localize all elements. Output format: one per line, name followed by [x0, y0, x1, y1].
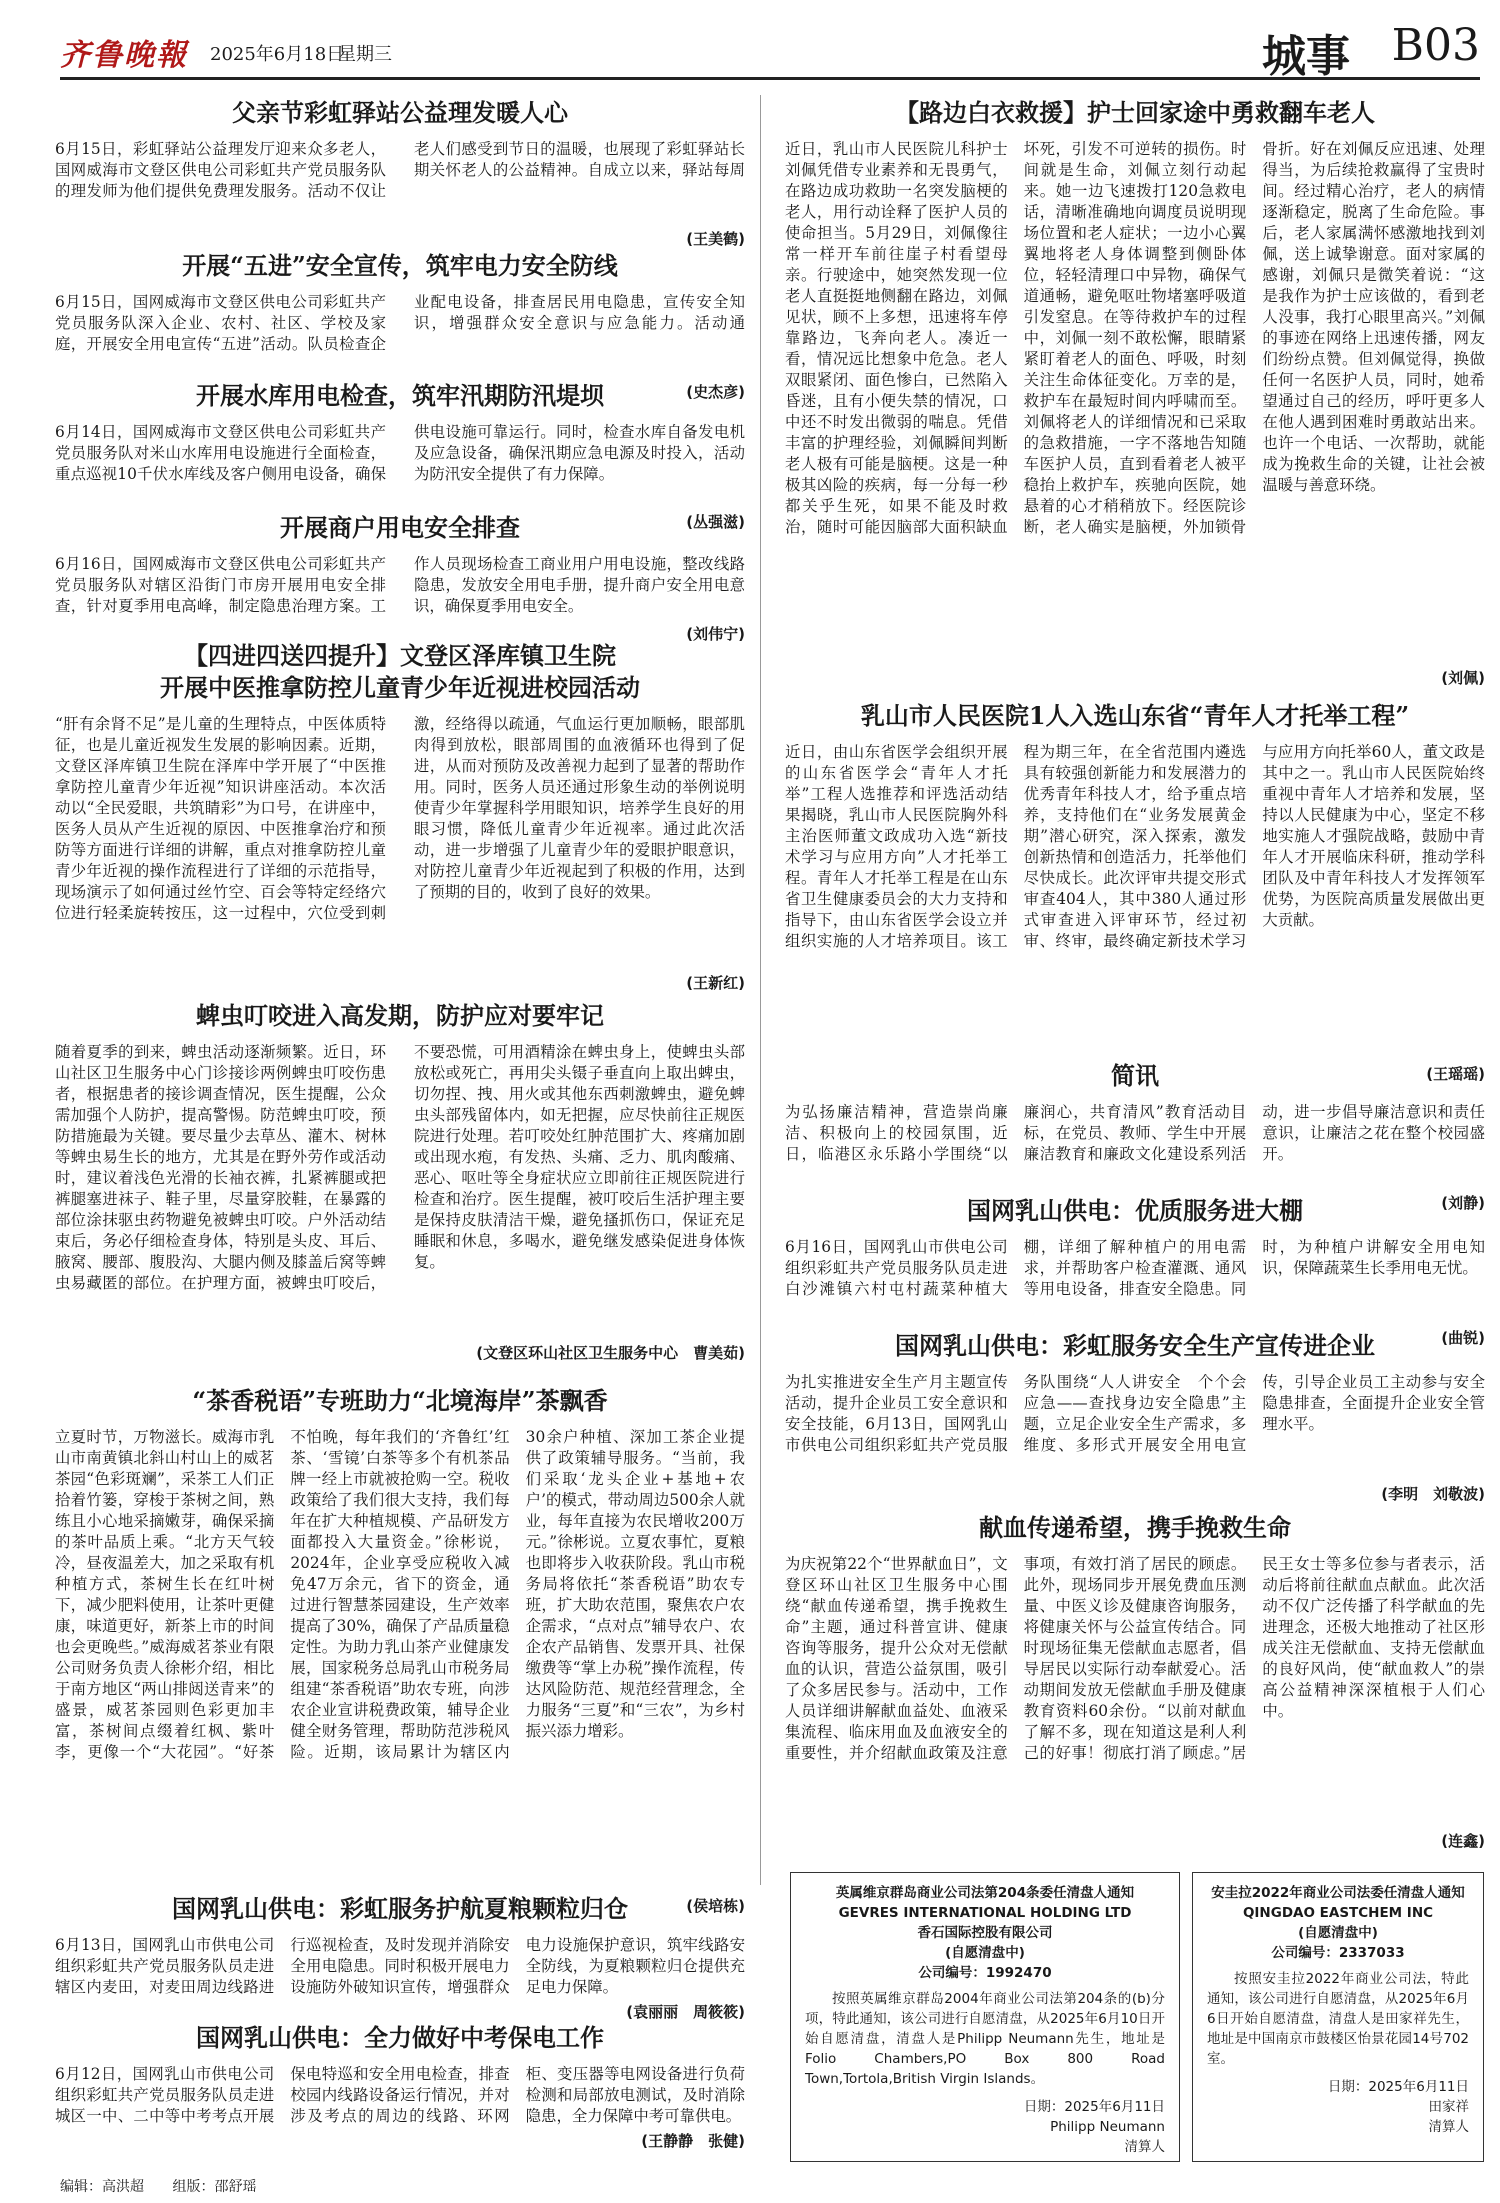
notice-signer: Philipp Neumann [1050, 2119, 1165, 2135]
liquidation-notice-eastchem [1192, 1872, 1484, 2162]
notice-signer: 田家祥 [1428, 2099, 1469, 2115]
headline: 父亲节彩虹驿站公益理发暖人心 [232, 98, 568, 127]
article-body: 6月12日，国网乳山市供电公司组织彩虹共产党员服务队员走进城区一中、二中等中考考点开展保电特巡和安全用电检查，排查校园内线路设备运行情况，并对涉及考点的周边的线路、环网柜、变压器等电网设备进行负荷检测和局部放电测试，及时消除隐患，全力保障中考可靠供电。 [55, 2065, 745, 2125]
headline: 献血传递希望，携手挽救生命 [979, 1513, 1291, 1542]
headline: 国网乳山供电：优质服务进大棚 [967, 1196, 1303, 1225]
article-tick-bites [55, 1000, 745, 1363]
article-body: 为庆祝第22个“世界献血日”，文登区环山社区卫生服务中心围绕“献血传递希望，携手挽救生命”主题，通过科普宣讲、健康咨询等服务，提升公众对无偿献血的认识，营造公益氛围，吸引了众多居民参与。活动中，工作人员详细讲解献血益处、血液采集流程、临床用血及血液安全的重要性，并介绍献血政策及注意事项，有效打消了居民的顾虑。此外，现场同步开展免费血压测量、中医义诊及健康咨询服务，将健康关怀与公益宣传结合。同时现场征集无偿献血志愿者，倡导居民以实际行动奉献爱心。活动期间发放无偿献血手册及健康教育资料60余份。“以前对献血了解不多，现在知道这是利人利己的好事！彻底打消了顾虑。”居民王女士等多位参与者表示，活动后将前往献血点献血。此次活动不仅广泛传播了科学献血的先进理念，还极大地推动了社区形成关注无偿献血、支持无偿献血的良好风尚，使“献血救人”的崇高公益精神深深植根于人们心中。 [785, 1555, 1485, 1762]
article-body: 为弘扬廉洁精神，营造崇尚廉洁、积极向上的校园氛围，近日，临港区永乐路小学围绕“以廉润心，共育清风”教育活动目标，在党员、教师、学生中开展廉洁教育和廉政文化建设系列活动，进一步倡导廉洁意识和责任意识，让廉洁之花在整个校园盛开。 [785, 1103, 1485, 1163]
article-rainbow-haircut [55, 97, 745, 249]
article-exam-power [55, 2022, 745, 2151]
issue-weekday: 星期三 [338, 44, 392, 65]
article-tea-tax [55, 1385, 745, 1916]
kicker: 【四进四送四提升】文登区泽库镇卫生院 [184, 641, 616, 670]
article-body: “肝有余肾不足”是儿童的生理特点，中医体质特征，也是儿童近视发生发展的影响因素。近期，文登区泽库镇卫生院在泽库中学开展了“中医推拿防控儿童青少年近视”知识讲座活动。本次活动以“全民爱眼，共筑睛彩”为口号，在讲座中，医务人员从产生近视的原因、中医推拿治疗和预防等方面进行详细的讲解，重点对推拿防控儿童青少年近视的操作流程进行了详细的示范指导，现场演示了如何通过丝竹空、百会等特定经络穴位进行轻柔旋转按压，这一过程中，穴位受到刺激，经络得以疏通，气血运行更加顺畅，眼部肌肉得到放松，眼部周围的血液循环也得到了促进，从而对预防及改善视力起到了显著的帮助作用。同时，医务人员还通过形象生动的举例说明使青少年掌握科学用眼知识，培养学生良好的用眼习惯，降低儿童青少年近视率。通过此次活动，进一步增强了儿童青少年的爱眼护眼意识，对防控儿童青少年近视起到了积极的作用，达到了预期的目的，收到了良好的效果。 [55, 715, 745, 922]
article-nurse-rescue [785, 97, 1485, 688]
byline: (王美鹤) [686, 230, 745, 248]
notice-company-en: QINGDAO EASTCHEM INC [1242, 1905, 1434, 1921]
page-number: B03 [1391, 20, 1480, 71]
article-safety-enterprise [785, 1330, 1485, 1504]
article-blood-donation [785, 1512, 1485, 1851]
notice-date: 日期：2025年6月11日 [1327, 2079, 1469, 2095]
headline: 国网乳山供电：彩虹服务护航夏粮颗粒归仓 [172, 1894, 628, 1923]
byline: (袁丽丽 周筱筱) [626, 2003, 745, 2021]
notice-role: 清算人 [1124, 2139, 1165, 2155]
byline: (史杰彦) [686, 383, 745, 401]
article-body: 6月16日，国网乳山市供电公司组织彩虹共产党员服务队员走进白沙滩镇六村屯村蔬菜种植大棚，详细了解种植户的用电需求，并帮助客户检查灌溉、通风等用电设备，排查安全隐患。同时，为种植户讲解安全用电知识，保障蔬菜生长季用电无忧。 [785, 1238, 1485, 1298]
notice-company-en: GEVRES INTERNATIONAL HOLDING LTD [838, 1905, 1132, 1921]
byline: (文登区环山社区卫生服务中心 曹美茹) [476, 1344, 745, 1362]
notice-title: 英属维京群岛商业公司法第204条委任清盘人通知 [835, 1885, 1135, 1901]
masthead-logo: 齐鲁晚報 [60, 38, 188, 73]
footer-editor: 编辑：高洪超 [60, 2179, 144, 2195]
notice-status: (自愿清盘中) [1298, 1925, 1378, 1941]
byline: (刘伟宁) [686, 625, 745, 643]
article-greenhouse-service [785, 1195, 1485, 1348]
headline: 开展“五进”安全宣传，筑牢电力安全防线 [182, 251, 618, 280]
notice-role: 清算人 [1428, 2119, 1469, 2135]
headline: 国网乳山供电：全力做好中考保电工作 [196, 2023, 604, 2052]
notice-status: (自愿清盘中) [945, 1945, 1025, 1961]
article-body: 立夏时节，万物滋长。威海市乳山市南黄镇北斜山村山上的威茗茶园“色彩斑斓”，采茶工人们正拾着竹篓，穿梭于茶树之间，熟练且小心地采摘嫩芽，确保采摘的茶叶品质上乘。“北方天气较冷，昼夜温差大，加之采取有机种植方式，茶树生长在红叶树下，减少肥料使用，让茶叶更健康，味道更好，新茶上市的时间也会更晚些。”威海威茗茶业有限公司财务负责人徐彬介绍，相比于南方地区“两山排闼送青来”的盛景，威茗茶园则色彩更加丰富，茶树间点缀着红枫、紫叶李，更像一个“大花园”。“好茶不怕晚，每年我们的‘齐鲁红’红茶、‘雪镜’白茶等多个有机茶品牌一经上市就被抢购一空。税收政策给了我们很大支持，我们每年在扩大种植规模、产品研发方面都投入大量资金。”徐彬说，2024年，企业享受应税收入减免47万余元，省下的资金，通过进行智慧茶园建设，生产效率提高了30%，确保了产品质量稳定性。为助力乳山茶产业健康发展，国家税务总局乳山市税务局组建“茶香税语”助农专班，向涉农企业宣讲税费政策，辅导企业健全财务管理，帮助防范涉税风险。近期，该局累计为辖区内30余户种植、深加工茶企业提供了政策辅导服务。“当前，我们采取‘龙头企业+基地+农户’的模式，带动周边500余人就业，每年直接为农民增收200万元。”徐彬说。立夏农事忙，夏粮也即将步入收获阶段。乳山市税务局将依托“茶香税语”助农专班，扩大助农范围，聚焦农户农企需求，“点对点”辅导农户、农企农产品销售、发票开具、社保缴费等“掌上办税”操作流程，传达风险防范、规范经营理念，全力服务“三夏”和“三农”，为乡村振兴添力增彩。 [55, 1428, 745, 1761]
byline: (王瑶瑶) [1426, 1065, 1485, 1083]
headline: 乳山市人民医院1人入选山东省“青年人才托举工程” [860, 701, 1410, 730]
article-body: 近日，乳山市人民医院儿科护士刘佩凭借专业素养和无畏勇气，在路边成功救助一名突发脑梗的老人，用行动诠释了医护人员的使命担当。5月29日，刘佩像往常一样开车前往崖子村看望母亲。行驶途中，她突然发现一位老人直挺挺地侧翻在路边，刘佩见状，顾不上多想，迅速将车停靠路边，飞奔向老人。凑近一看，情况远比想象中危急。老人双眼紧闭、面色惨白，已然陷入昏迷，且有小便失禁的情况，口中还不时发出微弱的喘息。凭借丰富的护理经验，刘佩瞬间判断老人极有可能是脑梗。这是一种极其凶险的疾病，每一分每一秒都关乎生死，如果不能及时救治，随时可能因脑部大面积缺血坏死，引发不可逆转的损伤。时间就是生命，刘佩立刻行动起来。她一边飞速拨打120急救电话，清晰准确地向调度员说明现场位置和老人症状；一边小心翼翼地将老人身体调整到侧卧体位，轻轻清理口中异物，确保气道通畅，避免呕吐物堵塞呼吸道引发窒息。在等待救护车的过程中，刘佩一刻不敢松懈，眼睛紧紧盯着老人的面色、呼吸，时刻关注生命体征变化。万幸的是，救护车在最短时间内呼啸而至。刘佩将老人的详细情况和已采取的急救措施，一字不落地告知随车医护人员，直到看着老人被平稳抬上救护车，疾驰向医院，她悬着的心才稍稍放下。经医院诊断，老人确实是脑梗，外加锁骨骨折。好在刘佩反应迅速、处理得当，为后续抢救赢得了宝贵时间。经过精心治疗，老人的病情逐渐稳定，脱离了生命危险。事后，老人家属满怀感激地找到刘佩，送上诚挚谢意。面对家属的感谢，刘佩只是微笑着说：“这是我作为护士应该做的，看到老人没事，我打心眼里高兴。”刘佩的事迹在网络上迅速传播，网友们纷纷点赞。但刘佩觉得，换做任何一名医护人员，同时，她希望通过自己的经历，呼吁更多人在他人遇到困难时勇敢站出来。也许一个电话、一次帮助，就能成为挽救生命的关键，让社会被温暖与善意环绕。 [785, 140, 1485, 536]
article-reservoir-check [55, 380, 745, 532]
article-body: 近日，由山东省医学会组织开展的山东省医学会“青年人才托举”工程人选推荐和评选活动结果揭晓，乳山市人民医院胸外科主治医师董文政成功入选“新技术学习与应用方向”人才托举工程。青年人才托举工程是在山东省卫生健康委员会的大力支持和指导下，由山东省医学会设立并组织实施的人才培养项目。该工程为期三年，在全省范围内遴选具有较强创新能力和发展潜力的优秀青年科技人才，给予重点培养，支持他们在“业务发展黄金期”潜心研究，深入探索，激发创新热情和创造活力，托举他们尽快成长。此次评审共提交形式审查404人，其中380人通过形式审查进入评审环节，经过初审、终审，最终确定新技术学习与应用方向托举60人，董文政是其中之一。乳山市人民医院始终重视中青年人才培养和发展，坚持以人民健康为中心，坚定不移地实施人才强院战略，鼓励中青年人才开展临床科研，推动学科团队及中青年科技人才发挥领军优势，为医院高质量发展做出更大贡献。 [785, 743, 1485, 950]
headline: 开展商户用电安全排查 [280, 513, 520, 542]
section-name: 城事 [1262, 31, 1350, 82]
headline: “茶香税语”专班助力“北境海岸”茶飘香 [192, 1386, 608, 1415]
headline: 简讯 [1111, 1061, 1159, 1090]
byline: (王静静 张健) [641, 2132, 745, 2150]
notice-date: 日期：2025年6月11日 [1023, 2099, 1165, 2115]
liquidation-notice-gevres [790, 1872, 1180, 2162]
footer-designer: 组版：邵舒瑶 [172, 2179, 257, 2195]
article-youth-talent [785, 700, 1485, 1084]
article-body: 6月16日，国网威海市文登区供电公司彩虹共产党员服务队对辖区沿街门市房开展用电安全排查，针对夏季用电高峰，制定隐患治理方案。工作人员现场检查工商业用户用电设施，整改线路隐患，发放安全用电手册，提升商户安全用电意识，确保夏季用电安全。 [55, 555, 745, 615]
article-body: 6月15日，国网威海市文登区供电公司彩虹共产党员服务队深入企业、农村、社区、学校及家庭，开展安全用电宣传“五进”活动。队员检查企业配电设备，排查居民用电隐患，宣传安全知识，增强群众安全意识与应急能力。活动通 [55, 293, 745, 353]
byline: (刘佩) [1441, 669, 1485, 687]
article-tcm-myopia [55, 640, 745, 993]
byline: (曲锐) [1441, 1329, 1485, 1347]
page-footer [60, 2176, 280, 2196]
issue-date: 2025年6月18日 [210, 44, 345, 65]
article-body: 6月15日，彩虹驿站公益理发厅迎来众多老人，国网威海市文登区供电公司彩虹共产党员服务队的理发师为他们提供免费理发服务。活动不仅让老人们感受到节日的温暖，也展现了彩虹驿站长期关怀老人的公益精神。自成立以来，驿站每周 [55, 140, 745, 200]
byline: (李明 刘敬波) [1381, 1485, 1485, 1503]
byline: (连鑫) [1441, 1832, 1485, 1850]
notice-title: 安圭拉2022年商业公司法委任清盘人通知 [1211, 1885, 1465, 1901]
article-body: 6月14日，国网威海市文登区供电公司彩虹共产党员服务队对米山水库用电设施进行全面检查，重点巡视10千伏水库线及客户侧用电设备，确保供电设施可靠运行。同时，检查水库自备发电机及应急设备，确保汛期应急电源及时投入，活动为防汛安全提供了有力保障。 [55, 423, 745, 483]
headline: 国网乳山供电：彩虹服务安全生产宣传进企业 [895, 1331, 1375, 1360]
article-summer-grain [55, 1893, 745, 2022]
notice-body: 按照英属维京群岛2004年商业公司法第204条的(b)分项，特此通知，该公司进行自愿清盘，从2025年6月10日开始自愿清盘，清盘人是Philipp Neumann先生，地址是Folio Chambers,PO Box 800 Road Town,Tortola,British Virgin Islands。 [805, 1991, 1165, 2087]
article-body: 为扎实推进安全生产月主题宣传活动，提升企业员工安全意识和安全技能，6月13日，国网乳山市供电公司组织彩虹共产党员服务队围绕“人人讲安全 个个会应急——查找身边安全隐患”主题，立足企业安全生产需求，多维度、多形式开展安全用电宣传，引导企业员工主动参与安全隐患排查，全面提升企业安全管理水平。 [785, 1373, 1485, 1454]
headline: 【路边白衣救援】护士回家途中勇救翻车老人 [895, 98, 1375, 127]
notice-company-no: 公司编号：2337033 [1271, 1945, 1405, 1961]
byline: (丛强滋) [686, 513, 745, 531]
article-body: 6月13日，国网乳山市供电公司组织彩虹共产党员服务队员走进辖区内麦田，对麦田周边线路进行巡视检查，及时发现并消除安全用电隐患。同时积极开展电力设施防外破知识宣传，增强群众电力设施保护意识，筑牢线路安全防线，为夏粮颗粒归仓提供充足电力保障。 [55, 1936, 745, 1996]
column-divider [760, 95, 761, 1885]
byline: (侯培栋) [686, 1897, 745, 1915]
notice-company-no: 公司编号：1992470 [918, 1965, 1052, 1981]
notice-company-cn: 香石国际控股有限公司 [917, 1925, 1053, 1941]
article-merchant-check [55, 512, 745, 644]
article-brief-news [785, 1060, 1485, 1213]
byline: (刘静) [1441, 1194, 1485, 1212]
headline: 开展中医推拿防控儿童青少年近视进校园活动 [160, 673, 640, 702]
headline: 蜱虫叮咬进入高发期，防护应对要牢记 [196, 1001, 604, 1030]
byline: (王新红) [686, 974, 745, 992]
headline: 开展水库用电检查，筑牢汛期防汛堤坝 [196, 381, 604, 410]
notice-body: 按照安圭拉2022年商业公司法，特此通知，该公司进行自愿清盘，从2025年6月6日开始自愿清盘，清盘人是田家祥先生，地址是中国南京市鼓楼区怡景花园14号702室。 [1207, 1971, 1469, 2067]
article-body: 随着夏季的到来，蜱虫活动逐渐频繁。近日，环山社区卫生服务中心门诊接诊两例蜱虫叮咬伤患者，根据患者的接诊调查情况，医生提醒，公众需加强个人防护，提高警惕。防范蜱虫叮咬，预防措施最为关键。要尽量少去草丛、灌木、树林等蜱虫易生长的地方，尤其是在野外劳作或活动时，建议着浅色光滑的长袖衣裤，扎紧裤腿或把裤腿塞进袜子、鞋子里，尽量穿胶鞋，在暴露的部位涂抹驱虫药物避免被蜱虫叮咬。户外活动结束后，务必仔细检查身体，特别是头皮、耳后、腋窝、腰部、腹股沟、大腿内侧及膝盖后窝等蜱虫易藏匿的部位。在护理方面，被蜱虫叮咬后，不要恐慌，可用酒精涂在蜱虫身上，使蜱虫头部放松或死亡，再用尖头镊子垂直向上取出蜱虫，切勿捏、拽、用火或其他东西刺激蜱虫，避免蜱虫头部残留体内，如无把握，应尽快前往正规医院进行处理。若叮咬处红肿范围扩大、疼痛加剧或出现水疱，有发热、头痛、乏力、肌肉酸痛、恶心、呕吐等全身症状应立即前往正规医院进行检查和治疗。医生提醒，被叮咬后生活护理主要是保持皮肤清洁干燥，避免搔抓伤口，保证充足睡眠和休息，多喝水，避免继发感染促进身体恢复。 [55, 1043, 745, 1292]
page-header [60, 18, 1480, 80]
